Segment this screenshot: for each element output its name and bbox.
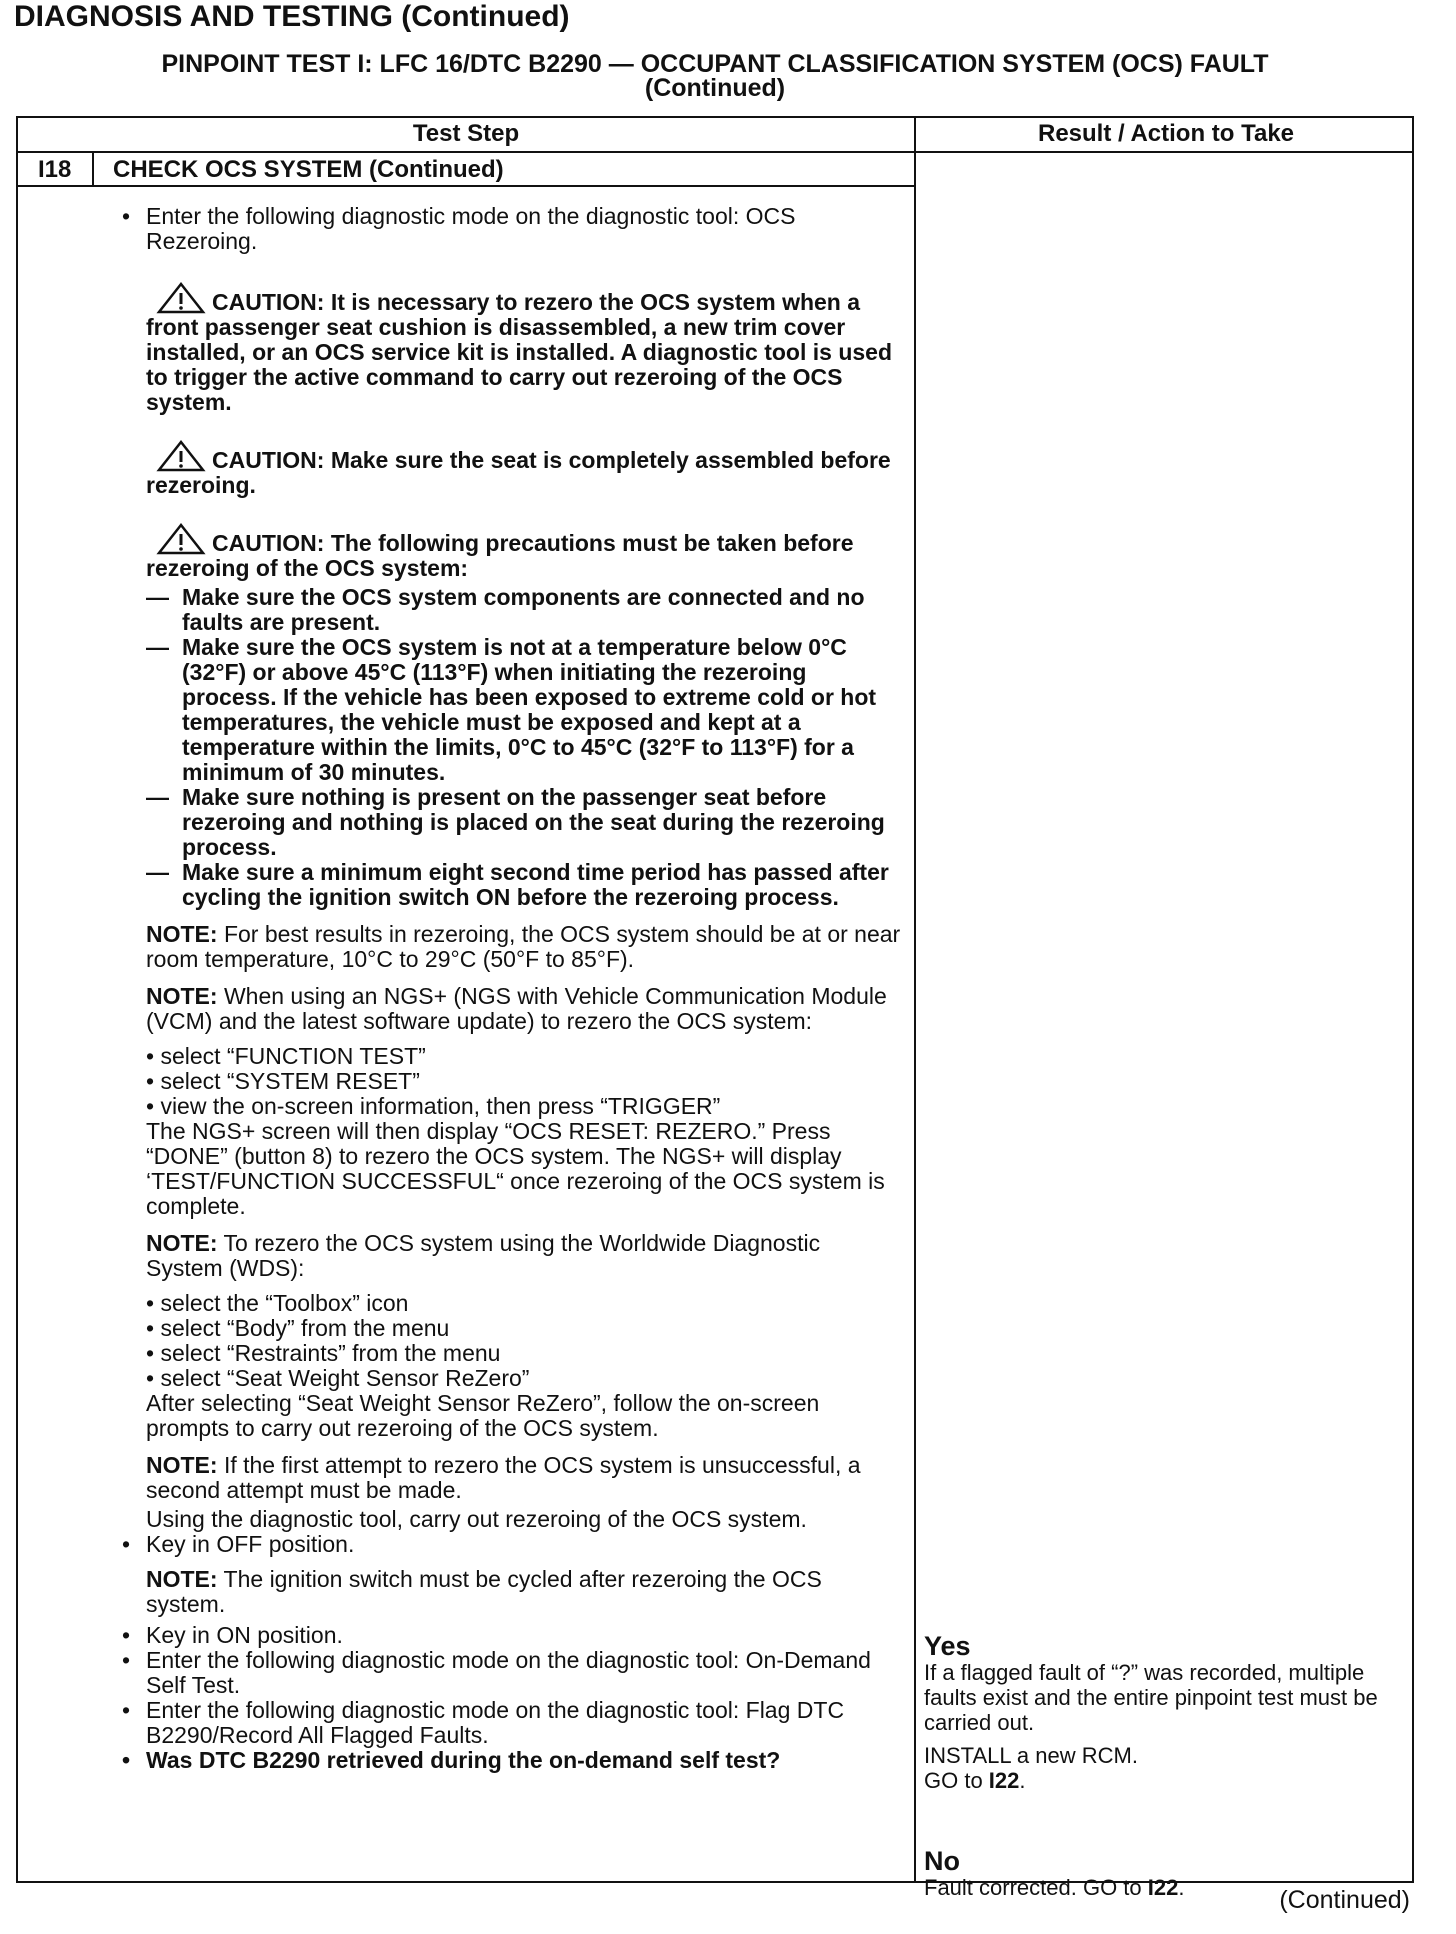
note-text: If the first attempt to rezero the OCS system is unsuccessful, a second attempt must be made. bbox=[146, 1452, 861, 1503]
result-yes-action: INSTALL a new RCM. bbox=[924, 1743, 1138, 1768]
goto-step-ref: I22 bbox=[988, 1768, 1020, 1793]
note-label: NOTE: bbox=[146, 1566, 218, 1592]
note bbox=[92, 1567, 902, 1617]
caution-block bbox=[92, 282, 902, 415]
note-label: NOTE: bbox=[146, 1230, 218, 1256]
warning-triangle-icon bbox=[156, 282, 206, 314]
test-step-instructions bbox=[92, 204, 902, 1773]
instruction-bullet: • Enter the following diagnostic mode on the diagnostic tool: Flag DTC B2290/Record All Flagged Faults. bbox=[92, 1698, 902, 1748]
ngs-step: • view the on-screen information, then press “TRIGGER” bbox=[146, 1093, 721, 1119]
test-question: • Was DTC B2290 retrieved during the on-demand self test? bbox=[92, 1748, 902, 1773]
note bbox=[92, 1453, 902, 1503]
caution-text: CAUTION: Make sure the seat is completely assembled before rezeroing. bbox=[146, 447, 891, 498]
no-text-prefix: Fault corrected. GO to bbox=[924, 1875, 1148, 1900]
header-row-divider bbox=[18, 151, 1412, 153]
wds-step: • select the “Toolbox” icon bbox=[146, 1290, 409, 1316]
note bbox=[92, 984, 902, 1034]
warning-triangle-icon bbox=[156, 523, 206, 555]
pinpoint-test-table bbox=[16, 116, 1414, 1900]
caution-text: CAUTION: It is necessary to rezero the OCS system when a front passenger seat cushion is disassembled, a new trim cover installed, or an OCS service kit is installed. A diagnostic tool is used to trigger the active command to carry out rezeroing of the OCS system. bbox=[146, 289, 892, 415]
note-text: When using an NGS+ (NGS with Vehicle Communication Module (VCM) and the latest software update) to rezero the OCS system: bbox=[146, 983, 887, 1034]
step-number-divider bbox=[92, 151, 94, 185]
instruction-bullet: • Key in ON position. bbox=[92, 1623, 902, 1648]
note bbox=[92, 922, 902, 972]
instruction-text: Using the diagnostic tool, carry out rezeroing of the OCS system. bbox=[146, 1506, 807, 1532]
result-yes-condition: If a flagged fault of “?” was recorded, multiple faults exist and the entire pinpoint test must be carried out. bbox=[924, 1660, 1378, 1735]
goto-step-ref: I22 bbox=[1147, 1875, 1179, 1900]
ngs-step: • select “SYSTEM RESET” bbox=[146, 1068, 420, 1094]
goto-suffix: . bbox=[1019, 1768, 1026, 1793]
continued-footer: (Continued) bbox=[1279, 1886, 1410, 1914]
precaution-item: — Make sure a minimum eight second time period has passed after cycling the ignition switch ON before the rezeroing process. bbox=[92, 860, 902, 910]
caution-text: CAUTION: The following precautions must be taken before rezeroing of the OCS system: bbox=[146, 530, 854, 581]
ngs-step: • select “FUNCTION TEST” bbox=[146, 1043, 426, 1069]
column-header-result: Result / Action to Take bbox=[1037, 120, 1295, 147]
result-yes-label: Yes bbox=[924, 1631, 971, 1661]
test-title: PINPOINT TEST I: LFC 16/DTC B2290 — OCCUPANT CLASSIFICATION SYSTEM (OCS) FAULT bbox=[161, 50, 1269, 78]
precaution-item: — Make sure the OCS system components are connected and no faults are present. bbox=[92, 585, 902, 635]
note bbox=[92, 1231, 902, 1281]
note-label: NOTE: bbox=[146, 921, 218, 947]
wds-step: • select “Body” from the menu bbox=[146, 1315, 450, 1341]
instruction-bullet: • Enter the following diagnostic mode on the diagnostic tool: OCS Rezeroing. bbox=[92, 204, 902, 254]
result-yes-goto bbox=[924, 1768, 1404, 1793]
step-title: CHECK OCS SYSTEM (Continued) bbox=[113, 156, 504, 183]
step-number: I18 bbox=[38, 156, 72, 183]
column-divider bbox=[914, 118, 916, 1881]
wds-step: • select “Seat Weight Sensor ReZero” bbox=[146, 1365, 530, 1391]
page-header bbox=[14, 0, 570, 34]
instruction-bullet: • Key in OFF position. bbox=[92, 1532, 902, 1557]
precaution-item: — Make sure nothing is present on the passenger seat before rezeroing and nothing is placed on the seat during the rezeroing process. bbox=[92, 785, 902, 860]
test-title-continued: (Continued) bbox=[644, 74, 786, 102]
note-text: For best results in rezeroing, the OCS system should be at or near room temperature, 10°C to 29°C (50°F to 85°F). bbox=[146, 921, 901, 972]
no-text-suffix: . bbox=[1178, 1875, 1185, 1900]
caution-block bbox=[92, 440, 902, 498]
ngs-instructions: The NGS+ screen will then display “OCS RESET: REZERO.” Press “DONE” (button 8) to rezero the OCS system. The NGS+ will display ‘TEST/FUNCTION SUCCESSFUL“ once rezeroing of the OCS system is complete. bbox=[146, 1118, 885, 1219]
result-no-label: No bbox=[924, 1846, 960, 1876]
note-text: The ignition switch must be cycled after rezeroing the OCS system. bbox=[146, 1566, 822, 1617]
column-header-test-step: Test Step bbox=[412, 120, 520, 147]
note-text: To rezero the OCS system using the Worldwide Diagnostic System (WDS): bbox=[146, 1230, 821, 1281]
precaution-item: — Make sure the OCS system is not at a temperature below 0°C (32°F) or above 45°C (113°F) when initiating the rezeroing process. If the vehicle has been exposed to extreme cold or hot temperatures, the vehicle must be exposed and kept at a temperature within the limits, 0°C to 45°C (32°F to 113°F) for a minimum of 30 minutes. bbox=[92, 635, 902, 785]
caution-block bbox=[92, 523, 902, 581]
wds-step: • select “Restraints” from the menu bbox=[146, 1340, 501, 1366]
instruction-bullet: • Enter the following diagnostic mode on the diagnostic tool: On-Demand Self Test. bbox=[92, 1648, 902, 1698]
note-label: NOTE: bbox=[146, 983, 218, 1009]
note-label: NOTE: bbox=[146, 1452, 218, 1478]
warning-triangle-icon bbox=[156, 440, 206, 472]
result-actions bbox=[924, 1632, 1404, 1793]
section-title: DIAGNOSIS AND TESTING (Continued) bbox=[14, 0, 570, 33]
goto-prefix: GO to bbox=[924, 1768, 989, 1793]
wds-instructions: After selecting “Seat Weight Sensor ReZero”, follow the on-screen prompts to carry out rezeroing of the OCS system. bbox=[146, 1390, 820, 1441]
step-row-divider bbox=[18, 185, 914, 187]
